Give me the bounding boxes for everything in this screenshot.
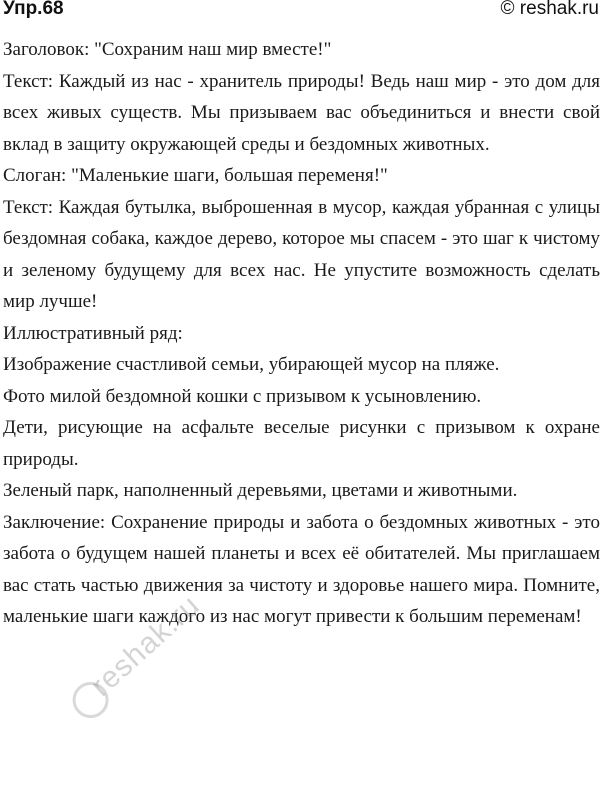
illustration-item: Дети, рисующие на асфальте веселые рисунки с призывом к охране природы. [3,417,600,470]
copyright-ring-icon [65,675,116,726]
illustration-item: Изображение счастливой семьи, убирающей мусор на пляже. [3,354,500,375]
main-text: Текст: Каждая бутылка, выброшенная в мусор, каждая убранная с улицы бездомная собака, каждое дерево, которое мы спасем - это шаг к чистому и зеленому будущему для всех нас. Не упустите возможность сделать мир лучше! [3,196,600,312]
heading-line: Заголовок: "Сохраним наш мир вместе!" [3,39,332,60]
watermark-text: reshak.ru [84,588,207,703]
exercise-title: Упр.68 [3,0,64,19]
document-body [3,34,600,633]
intro-text: Текст: Каждый из нас - хранитель природы! Ведь наш мир - это дом для всех живых существ. Мы призываем вас объединиться и внести свой вклад в защиту окружающей среды и бездомных животных. [3,70,600,155]
page-header [0,0,603,26]
illustration-item: Зеленый парк, наполненный деревьями, цветами и животными. [3,480,518,501]
site-credit[interactable]: © reshak.ru [500,0,599,19]
illustration-item: Фото милой бездомной кошки с призывом к усыновлению. [3,385,482,407]
illustrations-heading: Иллюстративный ряд: [3,322,183,344]
slogan-line: Слоган: "Маленькие шаги, большая переменя!" [3,165,388,186]
conclusion-text: Заключение: Сохранение природы и забота о бездомных животных - это забота о будущем нашей планеты и всех её обитателей. Мы приглашаем вас стать частью движения за чистоту и здоровье нашего мира. Помните, маленькие шаги каждого из нас могут привести к большим переменам! [3,511,600,627]
